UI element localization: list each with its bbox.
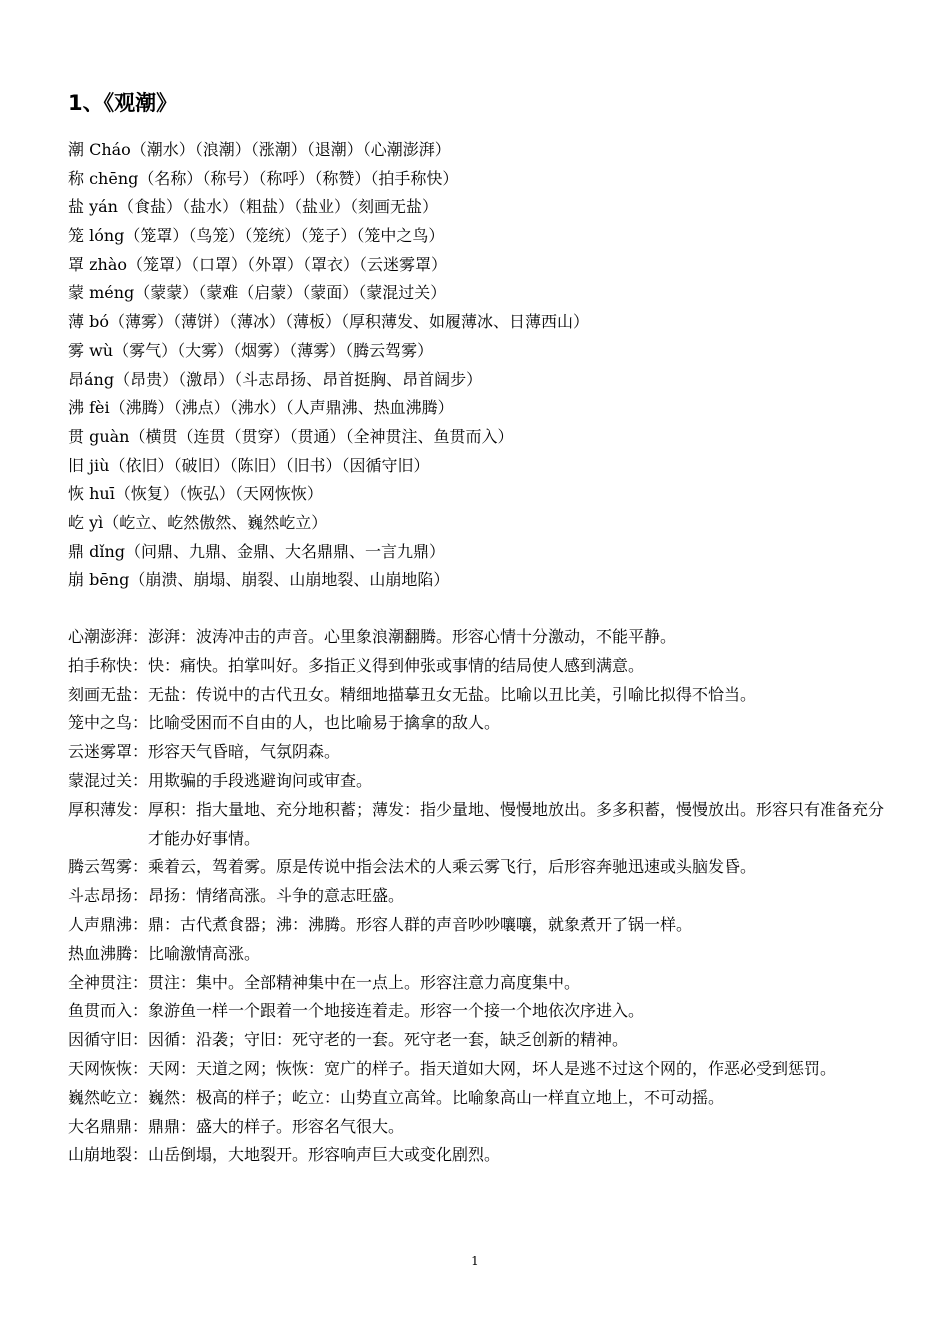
idiom-term: 笼中之鸟：	[68, 713, 149, 733]
idiom-definition: 贯注：集中。全部精神集中在一点上。形容注意力高度集中。	[148, 972, 581, 992]
idiom-list	[68, 623, 888, 1170]
character-entry: 罩 zhào（笼罩）（口罩）（外罩）（罩衣）（云迷雾罩）	[68, 254, 447, 274]
character-entry: 恢 huī（恢复）（恢弘）（天网恢恢）	[68, 484, 323, 504]
idiom-entry	[68, 1055, 888, 1084]
idiom-definition: 因循：沿袭；守旧：死守老的一套。死守老一套，缺乏创新的精神。	[148, 1030, 629, 1050]
idiom-definition: 澎湃：波涛冲击的声音。心里象浪潮翻腾。形容心情十分激动，不能平静。	[148, 627, 677, 646]
idiom-term: 天网恢恢：	[68, 1058, 149, 1078]
character-entry: 蒙 méng（蒙蒙）（蒙难（启蒙）（蒙面）（蒙混过关）	[68, 283, 447, 303]
idiom-definition: 天网：天道之网；恢恢：宽广的样子。指天道如大网，坏人是逃不过这个网的，作恶必受到惩罚。	[148, 1058, 837, 1078]
idiom-term: 热血沸腾：	[68, 943, 149, 963]
idiom-term: 心潮澎湃：	[68, 627, 149, 646]
idiom-definition: 昂扬：情绪高涨。斗争的意志旺盛。	[148, 886, 405, 906]
idiom-term: 斗志昂扬：	[68, 886, 149, 906]
idiom-entry	[68, 709, 888, 738]
idiom-entry	[68, 767, 888, 796]
character-entry: 雾 wù（雾气）（大雾）（烟雾）（薄雾）（腾云驾雾）	[68, 340, 434, 360]
idiom-term: 拍手称快：	[68, 655, 149, 675]
character-entry: 贯 guàn（横贯（连贯（贯穿）（贯通）（全神贯注、鱼贯而入）	[68, 426, 514, 446]
idiom-entry	[68, 623, 888, 652]
idiom-entry	[68, 1026, 888, 1055]
character-entry: 盐 yán（食盐）（盐水）（粗盐）（盐业）（刻画无盐）	[68, 197, 438, 217]
page-title: 1、《观潮》	[68, 91, 178, 115]
character-entry: 崩 bēng（崩溃、崩塌、崩裂、山崩地裂、山崩地陷）	[68, 570, 450, 590]
idiom-entry	[68, 652, 888, 681]
idiom-term: 厚积薄发：	[68, 799, 149, 819]
idiom-term: 全神贯注：	[68, 972, 149, 992]
character-entry: 薄 bó（薄雾）（薄饼）（薄冰）（薄板）（厚积薄发、如履薄冰、日薄西山）	[68, 312, 589, 332]
idiom-term: 腾云驾雾：	[68, 857, 149, 877]
idiom-entry	[68, 1141, 888, 1170]
idiom-entry	[68, 969, 888, 998]
idiom-definition: 无盐：传说中的古代丑女。精细地描摹丑女无盐。比喻以丑比美，引喻比拟得不恰当。	[148, 684, 757, 704]
idiom-entry	[68, 1084, 888, 1113]
idiom-definition: 形容天气昏暗，气氛阴森。	[148, 742, 341, 762]
idiom-definition: 厚积：指大量地、充分地积蓄；薄发：指少量地、慢慢地放出。多多积蓄，慢慢放出。形容只有准备充分才能办好事情。	[148, 799, 885, 848]
idiom-entry	[68, 1113, 888, 1142]
idiom-entry	[68, 911, 888, 940]
character-entry: 沸 fèi（沸腾）（沸点）（沸水）（人声鼎沸、热血沸腾）	[68, 398, 454, 418]
idiom-entry	[68, 940, 888, 969]
idiom-definition: 快：痛快。拍掌叫好。多指正义得到伸张或事情的结局使人感到满意。	[148, 655, 645, 675]
idiom-term: 刻画无盐：	[68, 684, 149, 704]
page-number: 1	[471, 1254, 479, 1268]
idiom-term: 大名鼎鼎：	[68, 1116, 149, 1136]
idiom-definition: 山岳倒塌，大地裂开。形容响声巨大或变化剧烈。	[148, 1145, 501, 1165]
character-entry: 旧 jiù（依旧）（破旧）（陈旧）（旧书）（因循守旧）	[68, 455, 430, 475]
idiom-entry	[68, 882, 888, 911]
idiom-term: 巍然屹立：	[68, 1087, 149, 1107]
idiom-definition: 鼎：古代煮食器；沸：沸腾。形容人群的声音吵吵嚷嚷，就象煮开了锅一样。	[148, 914, 693, 934]
idiom-term: 人声鼎沸：	[68, 914, 149, 934]
idiom-entry	[68, 738, 888, 767]
idiom-entry	[68, 681, 888, 710]
idiom-definition: 巍然：极高的样子；屹立：山势直立高耸。比喻象高山一样直立地上，不可动摇。	[148, 1087, 725, 1107]
idiom-entry	[68, 796, 888, 854]
character-list	[68, 136, 898, 595]
idiom-term: 鱼贯而入：	[68, 1001, 149, 1021]
character-entry: 昂áng（昂贵）（激昂）（斗志昂扬、昂首挺胸、昂首阔步）	[68, 369, 483, 389]
character-entry: 鼎 dǐng（问鼎、九鼎、金鼎、大名鼎鼎、一言九鼎）	[68, 541, 445, 561]
idiom-entry	[68, 997, 888, 1026]
idiom-entry	[68, 853, 888, 882]
character-entry: 笼 lóng（笼罩）（鸟笼）（笼统）（笼子）（笼中之鸟）	[68, 226, 445, 246]
idiom-term: 云迷雾罩：	[68, 742, 149, 762]
idiom-definition: 乘着云，驾着雾。原是传说中指会法术的人乘云雾飞行，后形容奔驰迅速或头脑发昏。	[148, 857, 757, 877]
idiom-term: 蒙混过关：	[68, 770, 149, 790]
idiom-definition: 比喻受困而不自由的人，也比喻易于擒拿的敌人。	[148, 713, 501, 733]
character-entry: 潮 Cháo（潮水）（浪潮）（涨潮）（退潮）（心潮澎湃）	[68, 140, 451, 159]
idiom-definition: 鼎鼎：盛大的样子。形容名气很大。	[148, 1116, 405, 1136]
idiom-definition: 象游鱼一样一个跟着一个地接连着走。形容一个接一个地依次序进入。	[148, 1001, 645, 1021]
character-entry: 屹 yì（屹立、屹然傲然、巍然屹立）	[68, 512, 328, 532]
idiom-term: 山崩地裂：	[68, 1145, 149, 1165]
idiom-definition: 用欺骗的手段逃避询问或审查。	[148, 770, 373, 790]
idiom-definition: 比喻激情高涨。	[148, 943, 261, 963]
idiom-term: 因循守旧：	[68, 1030, 149, 1050]
character-entry: 称 chēng（名称）（称号）（称呼）（称赞）（拍手称快）	[68, 168, 459, 188]
